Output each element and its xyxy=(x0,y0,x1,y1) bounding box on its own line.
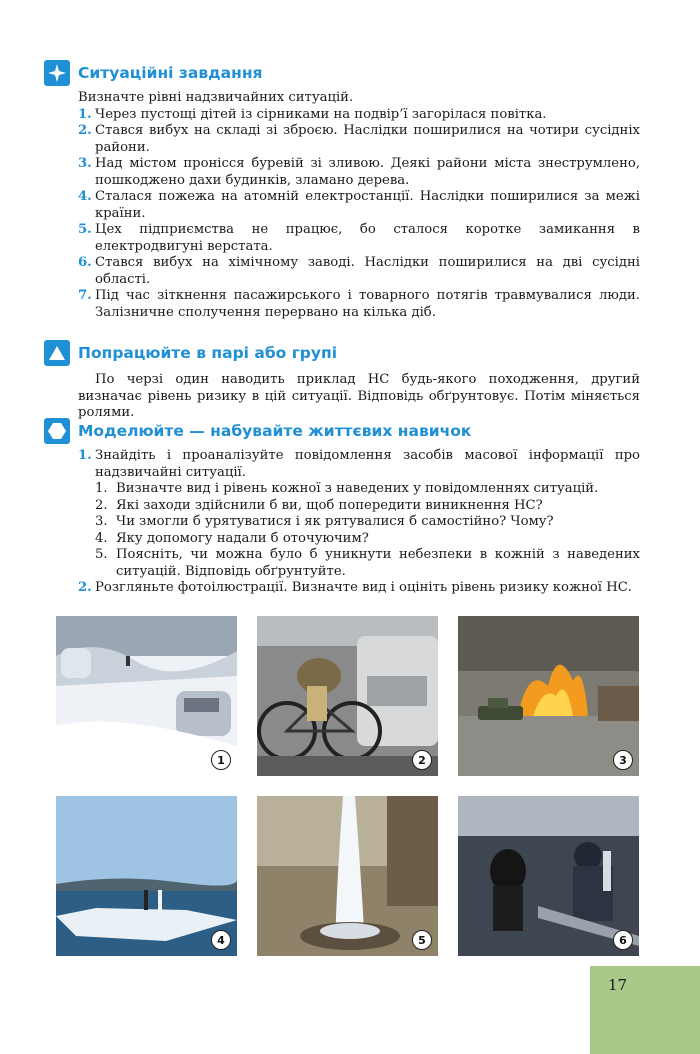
sub-list-item: 2. Які заходи здійснили б ви, щоб попередити виникнення НС? xyxy=(95,497,543,513)
triangle-icon xyxy=(44,340,70,366)
photo-snowstorm xyxy=(56,616,237,776)
photo-number-badge: 3 xyxy=(613,750,633,770)
page-number-tab xyxy=(590,966,700,1054)
situational-tasks-body xyxy=(78,90,640,321)
section-situational-tasks-header xyxy=(44,60,263,86)
photo-water-burst xyxy=(257,796,438,956)
sub-list-item: 5. Поясніть, чи можна було б уникнути небезпеки в кожній з наведених ситуацій. Відповідь обґрунтуйте. xyxy=(95,547,640,579)
list-item: 4. Сталася пожежа на атомній електростанції. Наслідки поширилися за межі країни. xyxy=(78,189,640,221)
photo-ice-floe xyxy=(56,796,237,956)
list-item: 6. Стався вибух на хімічному заводі. Наслідки поширилися на дві сусідні області. xyxy=(78,255,640,287)
list-item: 1. Через пустощі дітей із сірниками на подвір’ї загорілася повітка. xyxy=(78,106,547,122)
pair-work-text: По черзі один наводить приклад НС будь-якого походження, другий визначає рівень ризику в цій ситуації. Відповідь обґрунтовує. Потім міняється ролями. xyxy=(78,372,640,420)
photo-car-accident xyxy=(257,616,438,776)
photo-number-badge: 5 xyxy=(412,930,432,950)
pair-work-body xyxy=(78,372,640,422)
photo-number-badge: 6 xyxy=(613,930,633,950)
photo-riot xyxy=(458,796,639,956)
page-number: 17 xyxy=(608,976,628,994)
sub-list-item: 1. Визначте вид і рівень кожної з наведених у повідомленнях ситуацій. xyxy=(95,481,599,496)
section-title: Моделюйте — набувайте життєвих навичок xyxy=(78,422,472,440)
sub-list-item: 3. Чи змогли б урятуватися і як рятувалися б самостійно? Чому? xyxy=(95,514,554,529)
sub-list-item: 4. Яку допомогу надали б оточуючим? xyxy=(95,530,369,546)
list-item: 3. Над містом пронісся буревій зі зливою. Деякі райони міста знеструмлено, пошкоджено дахи будинків, зламано дерева. xyxy=(78,156,640,188)
photo-number-badge: 2 xyxy=(412,750,432,770)
hexagon-icon xyxy=(44,418,70,444)
list-item: 7. Під час зіткнення пасажирського і товарного потягів травмувалися люди. Залізничне сполучення перервано на кілька діб. xyxy=(78,288,640,320)
modeling-body xyxy=(78,448,640,597)
section-title: Попрацюйте в парі або групі xyxy=(78,344,338,362)
photo-number-badge: 4 xyxy=(211,930,231,950)
list-item: 1. Знайдіть і проаналізуйте повідомлення засобів масової інформації про надзвичайні ситуації. xyxy=(78,448,640,480)
section-pair-work-header xyxy=(44,340,337,366)
photo-fire-tank xyxy=(458,616,639,776)
intro-text: Визначте рівні надзвичайних ситуацій. xyxy=(78,90,354,105)
section-modeling-header xyxy=(44,418,471,444)
section-title: Ситуаційні завдання xyxy=(78,64,263,82)
list-item: 2. Розгляньте фотоілюстрації. Визначте вид і оцініть рівень ризику кожної НС. xyxy=(78,580,633,595)
photo-number-badge: 1 xyxy=(211,750,231,770)
list-item: 5. Цех підприємства не працює, бо сталося коротке замикання в електродвигуні верстата. xyxy=(78,222,640,254)
star-icon xyxy=(44,60,70,86)
list-item: 2. Стався вибух на складі зі зброєю. Наслідки поширилися на чотири сусідніх райони. xyxy=(78,123,640,155)
